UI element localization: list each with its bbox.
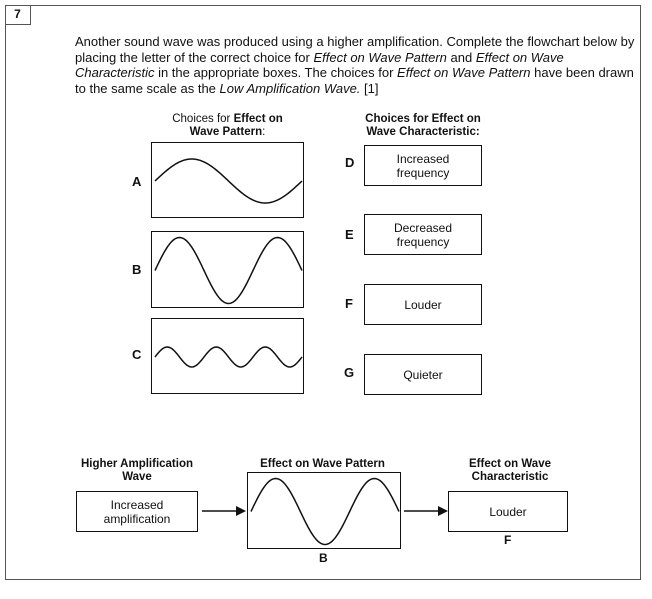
question-text-part: and [446,49,476,65]
flow-start-header: Higher Amplification Wave [80,458,194,483]
flow-arrow-2 [404,505,448,517]
question-text-part: Low Amplification Wave. [219,80,361,96]
choice-letter-c: C [132,347,142,362]
choice-letter-b: B [132,262,142,277]
wave-b-path [155,238,302,304]
wave-b-graphic [152,232,305,309]
wave-c-path [155,347,302,367]
wave-choice-a [151,142,304,218]
choice-letter-f: F [345,296,353,311]
question-text-part: Effect on Wave Characteristic [75,49,564,80]
pattern-choices-header: Choices for Effect on Wave Pattern: [172,113,283,138]
choice-box-d: Increased frequency [364,145,482,186]
wave-c-graphic [152,319,305,395]
flow-arrow-1 [202,505,246,517]
flow-wave-path [251,479,399,545]
choice-letter-g: G [344,365,355,380]
flow-pattern-header: Effect on Wave Pattern [260,458,385,470]
choice-box-e: Decreased frequency [364,214,482,255]
flow-char-answer: F [504,533,512,547]
flow-pattern-box [247,472,401,549]
question-text-part: [1] [360,80,379,96]
wave-a-graphic [152,143,305,219]
wave-choice-c [151,318,304,394]
question-number: 7 [5,5,31,25]
question-text-part: in the appropriate boxes. The choices for [154,65,398,80]
wave-a-path [155,159,302,203]
flow-pattern-answer: B [319,551,328,565]
question-text-part: Another sound wave was produced using a higher amplification. Complete the flowchart below by placing the letter of the correct choice for [75,34,635,65]
flow-char-box: Louder [448,491,568,532]
choice-box-g: Quieter [364,354,482,395]
question-text [75,34,635,96]
question-text-part: have been drawn to the same scale as the [75,65,634,96]
flow-char-header: Effect on Wave Characteristic [468,458,551,483]
flow-wave-graphic [248,473,402,550]
question-text-part: Effect on Wave Pattern [313,49,447,65]
wave-choice-b [151,231,304,308]
characteristic-choices-header: Choices for Effect on Wave Characteristic: [365,113,481,138]
flow-start-box: Increased amplification [76,491,198,532]
choice-box-f: Louder [364,284,482,325]
choice-letter-e: E [345,227,354,242]
choice-letter-d: D [345,155,355,170]
question-text-part: Effect on Wave Pattern [397,65,531,80]
choice-letter-a: A [132,174,142,189]
